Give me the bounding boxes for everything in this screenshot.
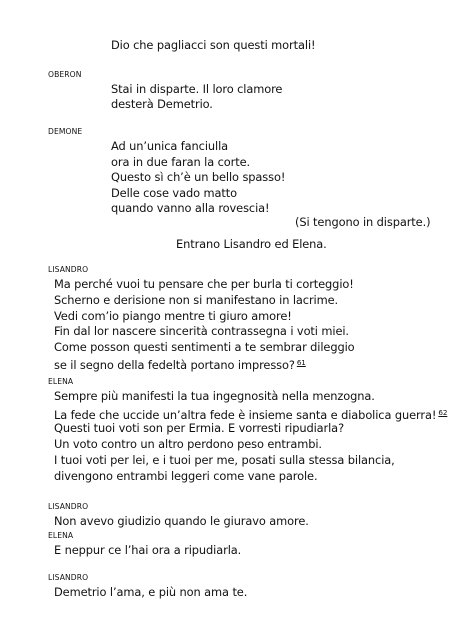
dialogue-text: se il segno della fedeltà portano impresso? — [54, 358, 295, 372]
dialogue-line: Vedi com’io piango mentre ti giuro amore! — [54, 309, 292, 323]
verse-line: Stai in disparte. Il loro clamore — [111, 82, 283, 96]
speaker-lisandro: LISANDRO — [48, 265, 89, 274]
verse-line: ora in due faran la corte. — [111, 155, 251, 169]
dialogue-line: Come posson questi sentimenti a te sembrar dileggio — [54, 340, 355, 354]
verse-line: Delle cose vado matto — [111, 186, 237, 200]
footnote-link-61[interactable]: 61 — [296, 358, 306, 367]
dialogue-line: Fin dal lor nascere sincerità contrassegna i voti miei. — [54, 324, 349, 338]
dialogue-line: Scherno e derisione non si manifestano in lacrime. — [54, 293, 339, 307]
dialogue-line: divengono entrambi leggeri come vane parole. — [54, 469, 318, 483]
dialogue-line: I tuoi voti per lei, e i tuoi per me, posati sulla stessa bilancia, — [54, 453, 395, 467]
verse-line: Dio che pagliacci son questi mortali! — [111, 38, 316, 52]
dialogue-line: Questi tuoi voti son per Ermia. E vorresti ripudiarla? — [54, 421, 345, 435]
speaker-elena: ELENA — [48, 377, 74, 386]
speaker-demone: DEMONE — [48, 127, 83, 136]
stage-direction: (Si tengono in disparte.) — [295, 215, 431, 229]
verse-line: Questo sì ch’è un bello spasso! — [111, 170, 286, 184]
speaker-elena: ELENA — [48, 531, 74, 540]
dialogue-line — [54, 355, 306, 373]
dialogue-line: Ma perché vuoi tu pensare che per burla ti corteggio! — [54, 277, 354, 291]
speaker-lisandro: LISANDRO — [48, 502, 89, 511]
dialogue-line: Demetrio l’ama, e più non ama te. — [54, 585, 248, 599]
dialogue-text: La fede che uccide un’altra fede è insieme santa e diabolica guerra! — [54, 408, 437, 422]
dialogue-line: Non avevo giudizio quando le giuravo amore. — [54, 514, 309, 528]
verse-line: desterà Demetrio. — [111, 97, 213, 111]
speaker-oberon: OBERON — [48, 70, 82, 79]
dialogue-line: E neppur ce l’hai ora a ripudiarla. — [54, 543, 242, 557]
footnote-link-62[interactable]: 62 — [438, 408, 448, 417]
verse-line: Ad un’unica fanciulla — [111, 139, 229, 153]
dialogue-line: Sempre più manifesti la tua ingegnosità nella menzogna. — [54, 389, 375, 403]
verse-line: quando vanno alla rovescia! — [111, 201, 270, 215]
stage-direction: Entrano Lisandro ed Elena. — [176, 237, 327, 251]
speaker-lisandro: LISANDRO — [48, 573, 89, 582]
dialogue-line: Un voto contro un altro perdono peso entrambi. — [54, 437, 322, 451]
